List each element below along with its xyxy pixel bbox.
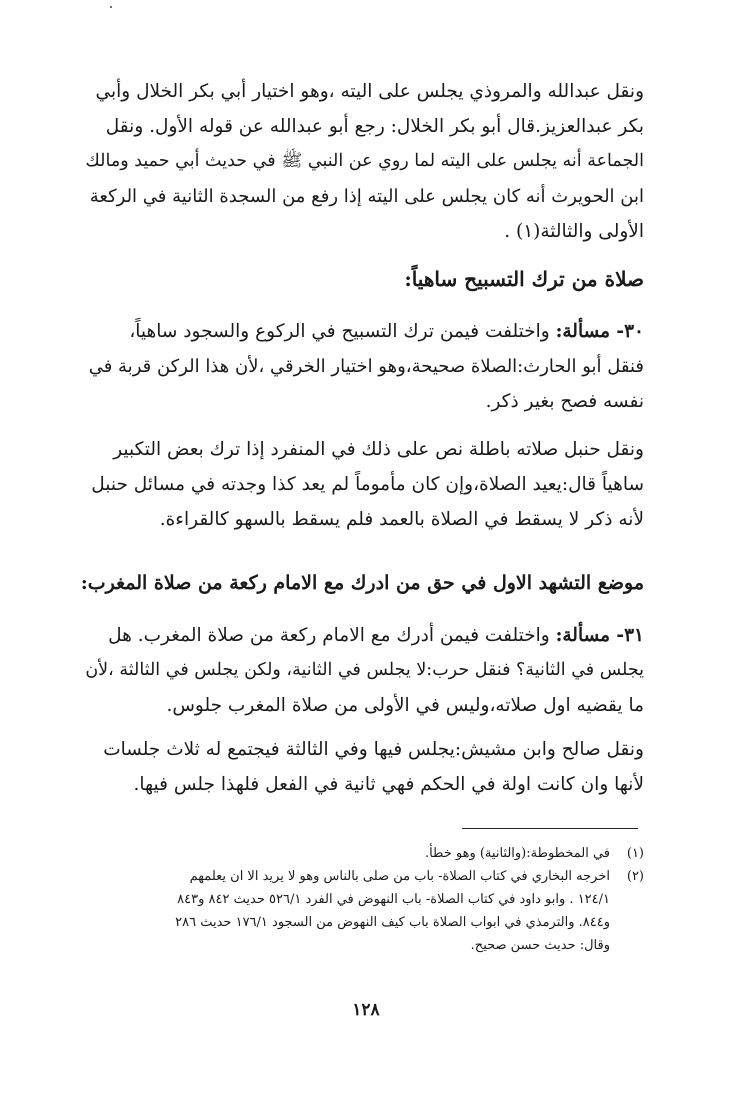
issue-number-30: ٣٠- مسألة:: [555, 321, 644, 342]
footnote-line: اخرجه البخاري في كتاب الصلاة- باب من صلى بالناس وهو لا يريد الا ان يعلمهم: [189, 869, 610, 884]
text-line: الجماعة أنه يجلس على اليته لما روي عن النبي ﷺ في حديث أبي حميد ومالك: [85, 151, 644, 171]
text-line: لأنها وان كانت اولة في الحكم فهي ثانية في الفعل فلهذا جلس فيها.: [133, 774, 644, 795]
text-line: ما يقضيه اول صلاته،وليس في الأولى من صلاة المغرب جلوس.: [166, 695, 644, 716]
section-heading-1: [78, 262, 644, 296]
footnote-divider: [462, 828, 638, 829]
text-span: واختلفت فيمن أدرك مع الامام ركعة من صلاة المغرب. هل: [108, 625, 556, 646]
text-line: ونقل عبدالله والمروذي يجلس على اليته ،وهو اختيار أبي بكر الخلال وأبي: [95, 81, 644, 102]
paragraph-3: [78, 432, 644, 537]
text-line: [78, 618, 644, 653]
text-line: الأولى والثالثة(١) .: [504, 221, 644, 242]
issue-number-31: ٣١- مسألة:: [555, 625, 644, 646]
text-span: واختلفت فيمن ترك التسبيح في الركوع والسجود ساهياً،: [129, 321, 556, 342]
heading-text: موضع التشهد الاول في حق من ادرك مع الامام ركعة من صلاة المغرب:: [80, 572, 644, 594]
text-line: فنقل أبو الحارث:الصلاة صحيحة،وهو اختيار الخرقي ،لأن هذا الركن قربة في: [88, 356, 644, 377]
text-line: بكر عبدالعزيز.قال أبو بكر الخلال: رجع أبو عبدالله عن قوله الأول. ونقل: [105, 116, 644, 137]
footnote-number: (١): [626, 846, 644, 861]
text-line: ساهياً قال:يعيد الصلاة،وإن كان مأموماً لم يعد كذا وجدته في مسائل حنبل: [91, 474, 644, 495]
footnote-line: وقال: حديث حسن صحيح.: [470, 938, 610, 953]
text-line: نفسه فصح بغير ذكر.: [485, 391, 644, 412]
paragraph-2: [78, 314, 644, 419]
paragraph-4: [78, 618, 644, 723]
text-line: لأنه ذكر لا يسقط في الصلاة بالعمد فلم يسقط بالسهو كالقراءة.: [159, 509, 644, 530]
paragraph-1: [78, 74, 644, 249]
footnote-2: [78, 865, 644, 957]
text-line: ونقل حنبل صلاته باطلة نص على ذلك في المنفرد إذا ترك بعض التكبير: [113, 439, 644, 460]
footnote-line: و٨٤٤. والترمذي في ابواب الصلاة باب كيف النهوض من السجود ١٧٦/١ حديث ٢٨٦: [175, 915, 610, 930]
footnotes: [78, 842, 644, 957]
footnote-number: (٢): [626, 869, 644, 884]
text-line: ونقل صالح وابن مشيش:يجلس فيها وفي الثالثة فيجتمع له ثلاث جلسات: [103, 739, 644, 760]
heading-text: صلاة من ترك التسبيح ساهياً:: [404, 267, 644, 291]
footnote-1: [78, 842, 644, 865]
footnote-line: في المخطوطة:(والثانية) وهو خطأ.: [424, 846, 610, 861]
paragraph-5: [78, 732, 644, 802]
text-line: [78, 314, 644, 349]
text-line: يجلس في الثانية؟ فنقل حرب:لا يجلس في الثانية، ولكن يجلس في الثالثة ،لأن: [85, 660, 644, 680]
page-number: ١٢٨: [352, 1000, 380, 1020]
footnote-line: ١٢٤/١ . وابو داود في كتاب الصلاة- باب النهوض في الفرد ٥٢٦/١ حديث ٨٤٢ و٨٤٣: [177, 892, 610, 907]
section-heading-2: [78, 566, 644, 600]
scan-speck: [110, 6, 112, 8]
text-line: ابن الحويرث أنه كان يجلس على اليته إذا رفع من السجدة الثانية في الركعة: [89, 186, 644, 207]
